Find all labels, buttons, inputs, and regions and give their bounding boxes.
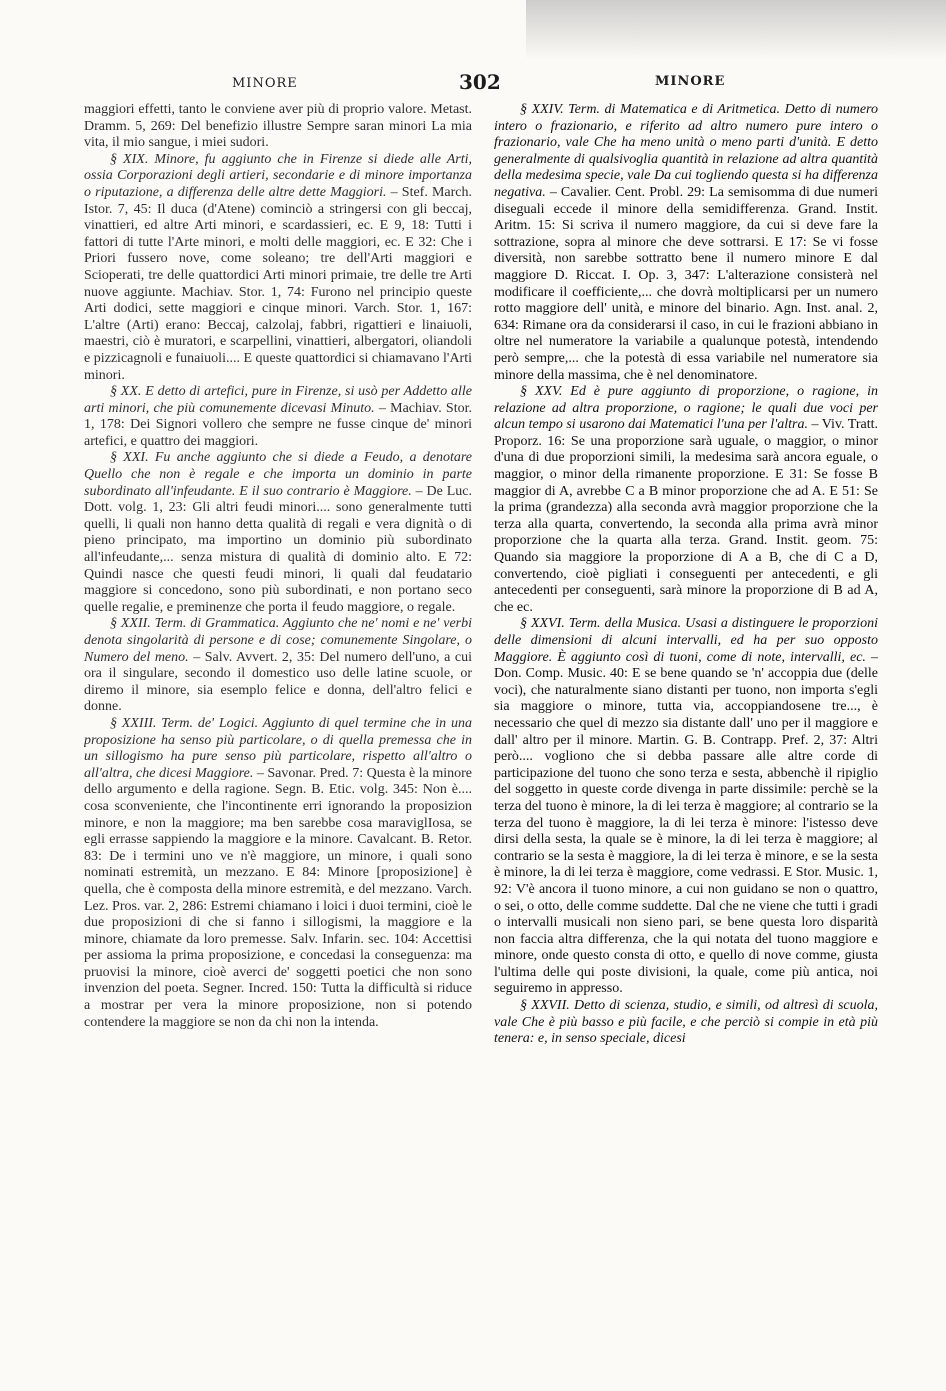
running-head-right: MINORE xyxy=(655,74,726,89)
entry-paragraph xyxy=(84,450,472,616)
page-header xyxy=(0,64,946,96)
section-body: – Machiav. Stor. 1, 178: Dei Signori vollero che sempre ne fusse cinque de' minori artefici, e quattro dei maggiori. xyxy=(84,400,472,449)
entry-paragraph xyxy=(494,384,878,616)
section-heading: § XXV. Ed è pure aggiunto di proporzione, o ragione, in relazione ad altra proporzione, o ragione; le quali due voci per alcun tempo si usarono dai Matematici l'una per l'altra. xyxy=(494,384,878,433)
section-body: – Stef. March. Istor. 7, 45: Il duca (d'Atene) cominciò a stringersi con gli beccaj, vinattieri, ed altre Arti minori, e scardassieri, ec. E 9, 18: Tutti i fattori di tutte l'Arte minori, e molti delle maggiori, ec. E 32: Che i Priori fussero nove, come soleano; tre dell'Arti maggiori e Scioperati, tre delle quattordici Arti minori primaie, tre delle tre Arti nuove aggiunte. Machiav. Stor. 1, 74: Furono nel principio queste Arti dodici, sette maggiori e cinque minori. Varch. Stor. 1, 167: L'altre (Arti) erano: Beccaj, calzolaj, fabbri, rigattieri e linaiuoli, maestri, ciò è muratori, e scarpellini, vinattieri, albergatori, oliandoli e pizzicagnoli e funaiuoli.... E queste quattordici si chiamavano l'Arti minori. xyxy=(84,184,472,383)
entry-paragraph xyxy=(84,102,472,152)
entry-paragraph xyxy=(84,616,472,716)
right-column xyxy=(494,102,878,1352)
section-heading: § XXVII. Detto di scienza, studio, e simili, od altresì di scuola, vale Che è più basso e più facile, e che perciò si compie in età più tenera: e, in senso speciale, dicesi xyxy=(494,998,878,1047)
section-heading: § XXIV. Term. di Matematica e di Aritmetica. Detto di numero intero o frazionario, e riferito ad altro numero pure intero o frazionario, vale Che ha meno unità o meno parti d'unità. E detto generalmente di qualsivoglia quantità in relazione ad altra quantità della medesima specie, vale Da cui togliendo questa si ha differenza negativa. xyxy=(494,102,878,200)
section-heading: § XXVI. Term. della Musica. Usasi a distinguere le proporzioni delle dimensioni di alcuni intervalli, ed ha per suo opposto Maggiore. È aggiunto così di tuoni, come di note, intervalli, ec. xyxy=(494,616,878,665)
entry-paragraph xyxy=(494,616,878,998)
entry-paragraph xyxy=(84,716,472,1031)
scan-smudge xyxy=(526,0,946,60)
section-body: – Savonar. Pred. 7: Questa è la minore dello argumento e della ragione. Segn. B. Etic. volg. 345: Non è.... cosa sconveniente, che l'incontinente erri ignorando la proposizion minore, e non la maggiore; ma ben sarebbe cosa maraviglIosa, se egli errasse sappiendo la maggiore e la minore. Cavalcant. B. Retor. 83: De i termini uno ve n'è maggiore, un minore, i quali sono nominati estremità, un mezzano. E 84: Minore [proposizione] è quella, che è composta della minore estremità, e del mezzano. Varch. Lez. Pros. var. 2, 286: Estremi chiamano i loici i duoi termini, cioè le due proposizioni di che si fanno i sillogismi, la maggiore e la minore, chiamate da loro premesse. Salv. Infarin. sec. 104: Accettisi per assioma la prima proposizione, e concedasi la conseguenza: ma pruovisi la minore, cioè averci de' soggetti poetici che non sono invenzion del poeta. Segner. Incred. 150: Tutta la difficultà si riduce a mostrar per vera la minore proposizione, non si potendo contendere la maggiore se non da chi non la intenda. xyxy=(84,765,472,1030)
section-body: – Salv. Avvert. 2, 35: Del numero dell'uno, a cui ora il singulare, secondo il domestico uso delle latine scuole, or diremo il minore, sia esemplo felice e donna, dell'altro felici e donne. xyxy=(84,649,472,715)
section-body: – Don. Comp. Music. 40: E se bene quando se 'n' accoppia due (delle voci), che naturalmente siano distanti per tuono, non importa s'egli sia maggiore o minore, tutta via, accoppiandosene tre..., è necessario che quel di mezzo sia distante dall' uno per il maggiore e dall' altro per il minore. Martin. G. B. Contrapp. Pref. 2, 37: Altri però.... vogliono che si debba passare alle altre corde di participazione del tuono che sono terza e sesta, abbenchè il ripiglio del soggetto in queste corde divenga in parte dissimile: perchè se la terza del tuono è minore, la di lei terza è maggiore; al contrario se la terza del tuono è maggiore, la di lei terza è minore: l'istesso deve dirsi della sesta, la quale se è minore, la di lei terza è maggiore; al contrario se la sesta è maggiore, la di lei terza è minore, e se la sesta è minore, la di lei terza è maggiore, come vedrassi. E Stor. Music. 1, 92: V'è ancora il tuono minore, a cui non guidano se non o quattro, o sei, o otto, delle comme suddette. Dal che ne viene che tutti i gradi o intervalli musicali non sieno pari, se bene questa loro disparità non faccia altra differenza, che la qui notata del tuono maggiore e minore, onde questo consta di otto, e quello di nove comme, giusta l'ultima delle qui poste divisioni, la quale, come più antica, noi seguiremo in appresso. xyxy=(494,649,878,997)
section-heading: § XIX. Minore, fu aggiunto che in Firenze si diede alle Arti, ossia Corporazioni degli artieri, secondarie e di minore importanza o riputazione, a differenza delle altre dette Maggiori. xyxy=(84,151,472,200)
section-body: – Viv. Tratt. Proporz. 16: Se una proporzione sarà uguale, o maggior, o minor d'una di due proporzioni simili, la medesima sarà ancora eguale, o maggior, o minor della rimanente proporzione. E 31: Se fosse B maggior di A, avrebbe C a B minor proporzione che ad A. E 51: Se la prima (grandezza) alla seconda avrà maggior proporzione che la terza alla quarta, convertendo, la seconda alla prima avrà minor proporzione che la quarta alla terza. Grand. Instit. geom. 75: Quando sia maggiore la proporzione di A a B, che di C a D, convertendo, cioè pigliati i conseguenti per antecedenti, e gli antecedenti per conseguenti, sarà minore la proporzione di B ad A, che ec. xyxy=(494,417,878,615)
section-heading: § XX. E detto di artefici, pure in Firenze, si usò per Addetto alle arti minori, che più comunemente dicevasi Minuto. xyxy=(84,384,472,416)
section-heading: § XXI. Fu anche aggiunto che si diede a Feudo, a denotare Quello che non è regale e che importa un dominio in parte subordinato all'infeudante. E il suo contrario è Maggiore. xyxy=(84,450,472,499)
page-number: 302 xyxy=(459,70,501,94)
entry-paragraph xyxy=(494,998,878,1048)
section-body: – De Luc. Dott. volg. 1, 23: Gli altri feudi minori.... sono generalmente tutti quelli, li quali non hanno detta qualità di regali e vera dignità o di pieno principato, ma importino un dominio più subordinato all'infeudante,... senza mistura di qualità di dominio alto. E 72: Quindi nasce che questi feudi minori, li quali dal feudatario maggiore si concedono, sono più subordinati, e non portano seco quelle regalie, e preminenze che porta il feudo maggiore, o regale. xyxy=(84,483,472,615)
entry-paragraph xyxy=(84,384,472,450)
entry-paragraph xyxy=(84,152,472,384)
running-head-left: MINORE xyxy=(232,76,298,91)
section-heading: § XXIII. Term. de' Logici. Aggiunto di quel termine che in una proposizione ha senso più particolare, o di quella premessa che in un sillogismo ha pure senso più particolare, rispetto all'altro o all'altra, che dicesi Maggiore. xyxy=(84,715,472,781)
entry-paragraph xyxy=(494,102,878,384)
section-body: maggiori effetti, tanto le conviene aver più di proprio valore. Metast. Dramm. 5, 269: Del benefizio illustre Sempre saran minori La mia vita, il mio sangue, i miei sudori. xyxy=(84,102,472,151)
left-column xyxy=(84,102,472,1352)
section-body: – Cavalier. Cent. Probl. 29: La semisomma di due numeri diseguali eccede il minore della semidifferenza. Grand. Instit. Aritm. 15: Si scriva il numero maggiore, da cui si deve fare la sottrazione, sopra al minore che deve sottrarsi. E 17: Se vi fosse diversità, non sarebbe sottratto bene il numero minore E dal maggiore D. Riccat. I. Op. 3, 347: L'alterazione consisterà nel modificare il coefficiente,... che dovrà moltiplicarsi per un numero rotto maggiore dell' unità, e minore del binario. Agn. Inst. anal. 2, 634: Rimane ora da considerarsi il caso, in cui le frazioni abbiano in oltre nel numeratore la variabile a qualunque potestà, intendendo però sempre,... che la potestà di essa variabile nel numeratore sia minore della massima, che è nel denominatore. xyxy=(494,184,878,383)
section-heading: § XXII. Term. di Grammatica. Aggiunto che ne' nomi e ne' verbi denota singolarità di persone e di cose; comunemente Singolare, o Numero del meno. xyxy=(84,616,472,665)
